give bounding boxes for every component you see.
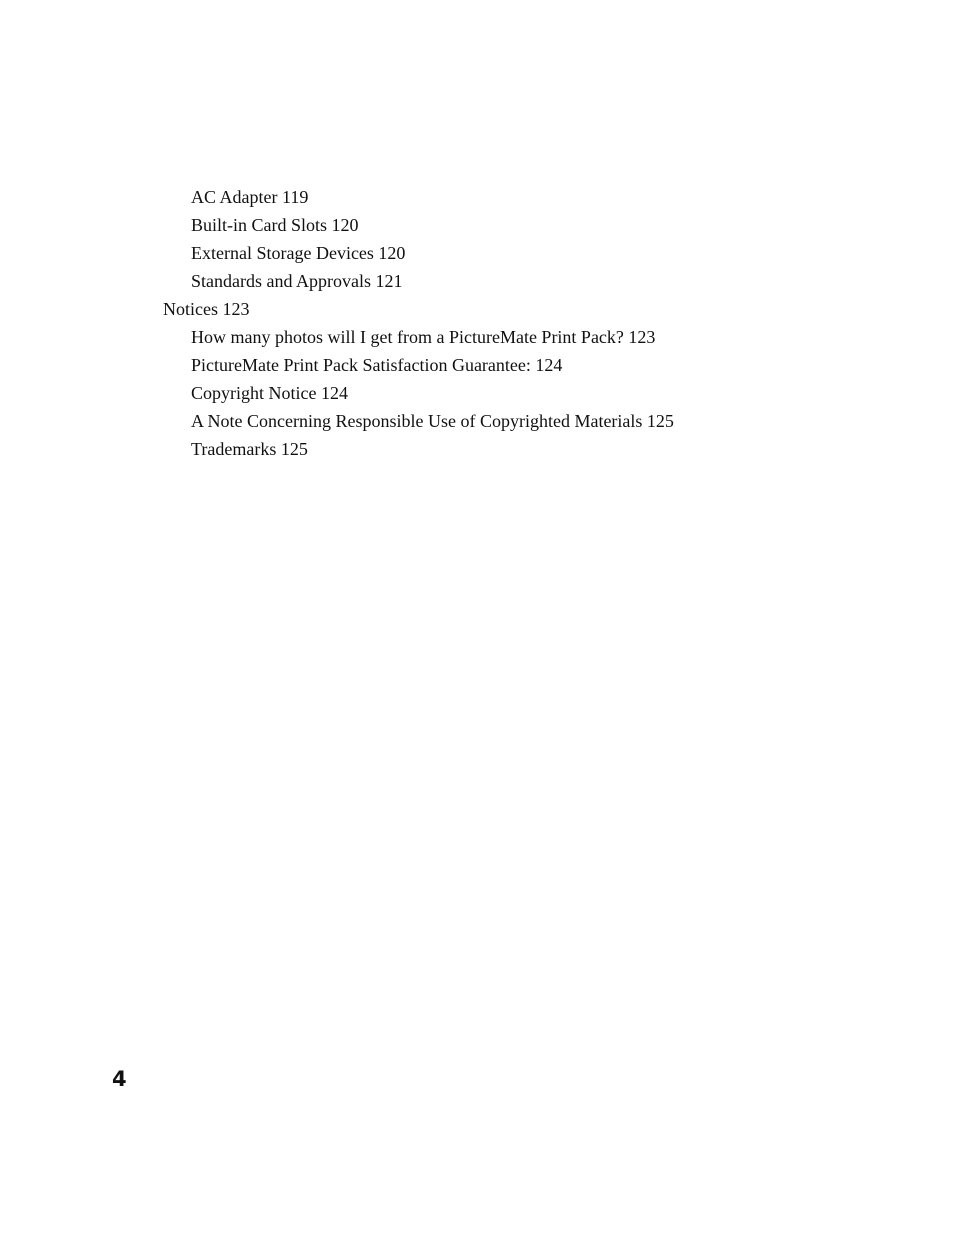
toc-entry-trademarks[interactable]: Trademarks 125 (191, 439, 308, 459)
toc-entry-ac-adapter[interactable]: AC Adapter 119 (191, 187, 309, 207)
toc-entry-copyright-notice[interactable]: Copyright Notice 124 (191, 383, 348, 403)
toc-entry-built-in-card-slots[interactable]: Built-in Card Slots 120 (191, 215, 359, 235)
toc-entry-notices[interactable]: Notices 123 (163, 299, 250, 319)
table-of-contents (0, 183, 954, 463)
toc-entry-external-storage-devices[interactable]: External Storage Devices 120 (191, 243, 406, 263)
toc-entry-standards-and-approvals[interactable]: Standards and Approvals 121 (191, 271, 403, 291)
toc-entry-satisfaction-guarantee[interactable]: PictureMate Print Pack Satisfaction Guarantee: 124 (191, 355, 563, 375)
toc-entry-how-many-photos[interactable]: How many photos will I get from a PictureMate Print Pack? 123 (191, 327, 656, 347)
toc-entry-responsible-use[interactable]: A Note Concerning Responsible Use of Copyrighted Materials 125 (191, 411, 674, 431)
page-number: 4 (112, 1067, 127, 1091)
